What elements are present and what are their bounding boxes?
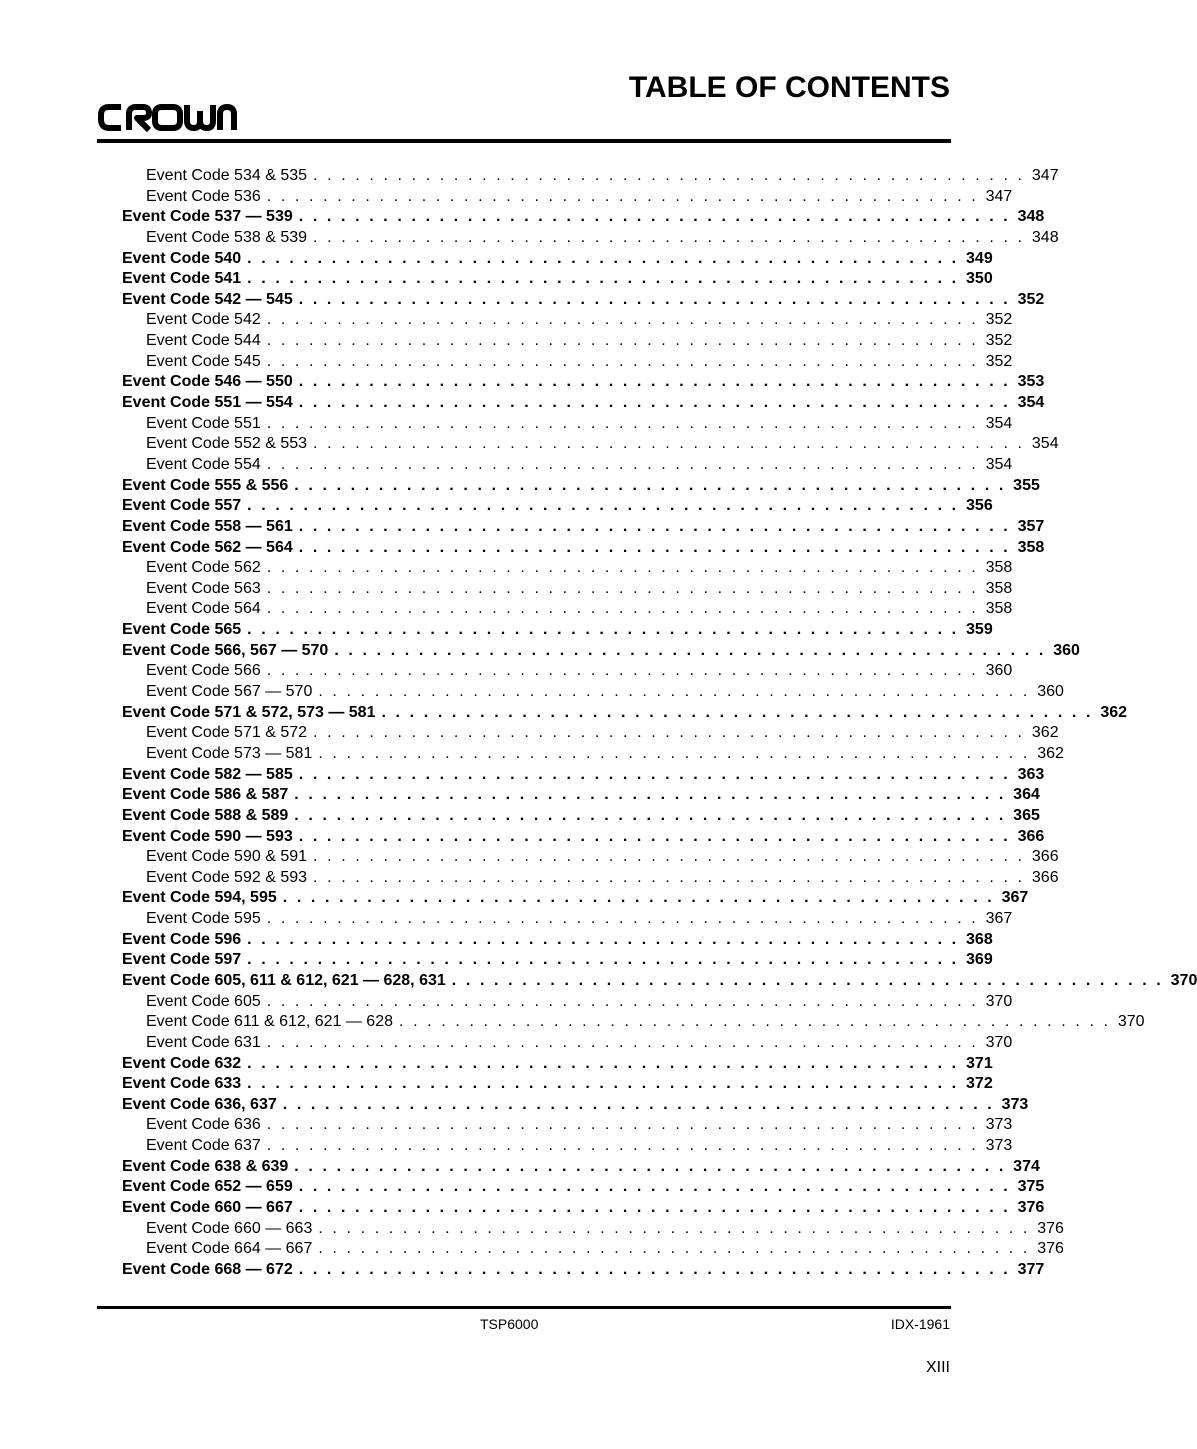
toc-entry[interactable]: [122, 290, 1045, 311]
toc-dot-leader: . . . . . . . . . . . . . . . . . . . . . . . . . . . . . . . . . . . . . . . . . . . . . . . . . . .: [247, 951, 959, 969]
toc-dot-leader: . . . . . . . . . . . . . . . . . . . . . . . . . . . . . . . . . . . . . . . . . . . . . . . . . . .: [313, 724, 1025, 742]
toc-entry-label: Event Code 660 — 667: [122, 1199, 293, 1217]
toc-entry[interactable]: [122, 1136, 1013, 1157]
toc-entry[interactable]: [122, 476, 1040, 497]
toc-entry-page: 366: [1031, 868, 1059, 886]
toc-dot-leader: . . . . . . . . . . . . . . . . . . . . . . . . . . . . . . . . . . . . . . . . . . . . . . . . . . .: [318, 1219, 1030, 1237]
toc-dot-leader: . . . . . . . . . . . . . . . . . . . . . . . . . . . . . . . . . . . . . . . . . . . . . . . . . . .: [399, 1013, 1111, 1031]
toc-entry-label: Event Code 566, 567 — 570: [122, 641, 329, 659]
toc-entry-label: Event Code 605: [146, 992, 261, 1010]
toc-entry-page: 360: [985, 662, 1013, 680]
toc-dot-leader: . . . . . . . . . . . . . . . . . . . . . . . . . . . . . . . . . . . . . . . . . . . . . . . . . . .: [313, 228, 1025, 246]
toc-entry-label: Event Code 632: [122, 1054, 242, 1072]
toc-dot-leader: . . . . . . . . . . . . . . . . . . . . . . . . . . . . . . . . . . . . . . . . . . . . . . . . . . .: [298, 827, 1011, 845]
toc-entry[interactable]: [122, 207, 1045, 228]
toc-entry-page: 360: [1037, 683, 1064, 701]
toc-entry-label: Event Code 564: [146, 600, 261, 618]
toc-entry-page: 352: [985, 311, 1013, 329]
toc-entry-label: Event Code 611 & 612, 621 — 628: [146, 1013, 393, 1031]
toc-entry-label: Event Code 596: [122, 930, 242, 948]
toc-dot-leader: . . . . . . . . . . . . . . . . . . . . . . . . . . . . . . . . . . . . . . . . . . . . . . . . . . .: [334, 641, 1046, 659]
toc-entry-label: Event Code 557: [122, 497, 242, 515]
toc-dot-leader: . . . . . . . . . . . . . . . . . . . . . . . . . . . . . . . . . . . . . . . . . . . . . . . . . . .: [266, 1116, 979, 1134]
toc-entry-page: 347: [985, 187, 1013, 205]
toc-dot-leader: . . . . . . . . . . . . . . . . . . . . . . . . . . . . . . . . . . . . . . . . . . . . . . . . . . .: [298, 208, 1011, 226]
toc-entry-page: 347: [1031, 167, 1059, 184]
toc-entry-page: 348: [1017, 208, 1045, 226]
toc-entry-label: Event Code 541: [122, 270, 242, 288]
toc-dot-leader: . . . . . . . . . . . . . . . . . . . . . . . . . . . . . . . . . . . . . . . . . . . . . . . . . . .: [266, 579, 979, 597]
toc-entry-page: 377: [1017, 1260, 1045, 1278]
toc-entry-page: 352: [1017, 290, 1045, 308]
toc-entry-label: Event Code 542 — 545: [122, 290, 293, 308]
toc-entry-label: Event Code 555 & 556: [122, 476, 289, 494]
toc-entry[interactable]: [122, 847, 1059, 868]
toc-entry-page: 357: [1017, 517, 1045, 535]
toc-entry[interactable]: [122, 538, 1045, 559]
toc-entry-page: 366: [1017, 827, 1045, 845]
toc-dot-leader: . . . . . . . . . . . . . . . . . . . . . . . . . . . . . . . . . . . . . . . . . . . . . . . . . . .: [318, 744, 1030, 762]
toc-dot-leader: . . . . . . . . . . . . . . . . . . . . . . . . . . . . . . . . . . . . . . . . . . . . . . . . . . .: [313, 435, 1025, 453]
toc-entry[interactable]: [122, 909, 1013, 930]
header-rule: [97, 139, 951, 143]
toc-entry-page: 362: [1031, 724, 1059, 742]
toc-entry[interactable]: [122, 269, 993, 290]
toc-entry[interactable]: [122, 1095, 1029, 1116]
toc-entry-label: Event Code 536: [146, 187, 261, 205]
toc-entry-label: Event Code 664 — 667: [146, 1240, 313, 1258]
toc-entry[interactable]: [122, 455, 1013, 476]
toc-entry-page: 362: [1037, 744, 1064, 762]
page-number: XIII: [925, 1359, 950, 1376]
toc-entry-label: Event Code 537 — 539: [122, 208, 293, 226]
toc-entry[interactable]: [122, 682, 1064, 703]
toc-dot-leader: . . . . . . . . . . . . . . . . . . . . . . . . . . . . . . . . . . . . . . . . . . . . . . . . . . .: [266, 600, 979, 618]
toc-entry[interactable]: [122, 744, 1064, 765]
toc-entry-label: Event Code 595: [146, 910, 261, 928]
toc-dot-leader: . . . . . . . . . . . . . . . . . . . . . . . . . . . . . . . . . . . . . . . . . . . . . . . . . . .: [266, 992, 979, 1010]
toc-entry[interactable]: [122, 1115, 1013, 1136]
toc-entry-page: 360: [1053, 641, 1080, 659]
toc-entry[interactable]: [122, 1012, 1145, 1033]
toc-entry-label: Event Code 631: [146, 1033, 261, 1051]
toc-entry-label: Event Code 652 — 659: [122, 1178, 293, 1196]
toc-entry-page: 349: [966, 249, 993, 267]
toc-entry[interactable]: [122, 1260, 1045, 1281]
toc-entry-label: Event Code 660 — 663: [146, 1219, 313, 1237]
toc-entry-page: 374: [1013, 1157, 1040, 1175]
toc-entry-page: 354: [1017, 394, 1045, 412]
toc-entry-label: Event Code 566: [146, 662, 261, 680]
toc-dot-leader: . . . . . . . . . . . . . . . . . . . . . . . . . . . . . . . . . . . . . . . . . . . . . . . . . . .: [298, 1260, 1011, 1278]
toc-entry-label: Event Code 542: [146, 311, 261, 329]
toc-dot-leader: . . . . . . . . . . . . . . . . . . . . . . . . . . . . . . . . . . . . . . . . . . . . . . . . . . .: [266, 352, 979, 370]
toc-entry[interactable]: [122, 950, 993, 971]
toc-entry-label: Event Code 544: [146, 332, 261, 350]
toc-entry-page: 355: [1013, 476, 1040, 494]
toc-entry[interactable]: [122, 827, 1045, 848]
toc-entry-label: Event Code 636, 637: [122, 1095, 277, 1113]
toc-entry[interactable]: [122, 1054, 993, 1075]
toc-entry-page: 376: [1037, 1219, 1064, 1237]
toc-entry-label: Event Code 534 & 535: [146, 167, 308, 184]
toc-entry-label: Event Code 588 & 589: [122, 806, 289, 824]
toc-entry[interactable]: [122, 393, 1045, 414]
toc-entry-label: Event Code 592 & 593: [146, 868, 308, 886]
toc-dot-leader: . . . . . . . . . . . . . . . . . . . . . . . . . . . . . . . . . . . . . . . . . . . . . . . . . . .: [294, 476, 1006, 494]
toc-entry[interactable]: [122, 1157, 1040, 1178]
toc-entry-page: 376: [1017, 1199, 1045, 1217]
toc-entry-page: 354: [985, 414, 1013, 432]
toc-entry-page: 364: [1013, 786, 1040, 804]
toc-entry-label: Event Code 582 — 585: [122, 765, 293, 783]
toc-entry-page: 369: [966, 951, 993, 969]
toc-entry-label: Event Code 567 — 570: [146, 683, 313, 701]
toc-entry[interactable]: [122, 166, 1059, 187]
toc-entry[interactable]: [122, 1239, 1064, 1260]
footer-document-name: TSP6000: [480, 1316, 539, 1332]
toc-dot-leader: . . . . . . . . . . . . . . . . . . . . . . . . . . . . . . . . . . . . . . . . . . . . . . . . . . .: [282, 889, 995, 907]
toc-entry-label: Event Code 551: [146, 414, 261, 432]
page-title: TABLE OF CONTENTS: [628, 71, 950, 104]
toc-entry-label: Event Code 563: [146, 579, 261, 597]
toc-dot-leader: . . . . . . . . . . . . . . . . . . . . . . . . . . . . . . . . . . . . . . . . . . . . . . . . . . .: [266, 187, 979, 205]
toc-dot-leader: . . . . . . . . . . . . . . . . . . . . . . . . . . . . . . . . . . . . . . . . . . . . . . . . . . .: [298, 1199, 1011, 1217]
toc-dot-leader: . . . . . . . . . . . . . . . . . . . . . . . . . . . . . . . . . . . . . . . . . . . . . . . . . . .: [266, 311, 979, 329]
toc-entry[interactable]: [122, 703, 1128, 724]
toc-dot-leader: . . . . . . . . . . . . . . . . . . . . . . . . . . . . . . . . . . . . . . . . . . . . . . . . . . .: [247, 1075, 959, 1093]
toc-entry-page: 373: [985, 1137, 1013, 1155]
toc-entry-label: Event Code 562: [146, 559, 261, 577]
crown-logo: [97, 101, 237, 133]
toc-entry[interactable]: [122, 868, 1059, 889]
toc-dot-leader: . . . . . . . . . . . . . . . . . . . . . . . . . . . . . . . . . . . . . . . . . . . . . . . . . . .: [247, 1054, 959, 1072]
toc-dot-leader: . . . . . . . . . . . . . . . . . . . . . . . . . . . . . . . . . . . . . . . . . . . . . . . . . . .: [313, 848, 1025, 866]
toc-entry-label: Event Code 586 & 587: [122, 786, 289, 804]
toc-dot-leader: . . . . . . . . . . . . . . . . . . . . . . . . . . . . . . . . . . . . . . . . . . . . . . . . . . .: [266, 455, 979, 473]
toc-entry-page: 370: [1170, 971, 1197, 989]
toc-dot-leader: . . . . . . . . . . . . . . . . . . . . . . . . . . . . . . . . . . . . . . . . . . . . . . . . . . .: [294, 1157, 1006, 1175]
footer-document-code: IDX-1961: [890, 1316, 950, 1332]
toc-dot-leader: . . . . . . . . . . . . . . . . . . . . . . . . . . . . . . . . . . . . . . . . . . . . . . . . . . .: [266, 662, 979, 680]
toc-entry-page: 354: [985, 455, 1013, 473]
toc-entry[interactable]: [122, 806, 1040, 827]
toc-entry-label: Event Code 633: [122, 1075, 242, 1093]
toc-entry[interactable]: [122, 992, 1013, 1013]
toc-dot-leader: . . . . . . . . . . . . . . . . . . . . . . . . . . . . . . . . . . . . . . . . . . . . . . . . . . .: [266, 559, 979, 577]
toc-entry[interactable]: [122, 352, 1013, 373]
toc-entry-page: 375: [1017, 1178, 1045, 1196]
toc-entry-page: 366: [1031, 848, 1059, 866]
toc-dot-leader: . . . . . . . . . . . . . . . . . . . . . . . . . . . . . . . . . . . . . . . . . . . . . . . . . . .: [298, 538, 1011, 556]
toc-entry[interactable]: [122, 1033, 1013, 1054]
toc-entry[interactable]: [122, 434, 1059, 455]
toc-entry[interactable]: [122, 249, 993, 270]
toc-entry-page: 359: [966, 621, 993, 639]
toc-entry[interactable]: [122, 971, 1197, 992]
toc-entry-label: Event Code 571 & 572: [146, 724, 308, 742]
toc-entry-page: 376: [1037, 1240, 1064, 1258]
toc-dot-leader: . . . . . . . . . . . . . . . . . . . . . . . . . . . . . . . . . . . . . . . . . . . . . . . . . . .: [266, 1033, 979, 1051]
toc-entry[interactable]: [122, 558, 1013, 579]
toc-entry-label: Event Code 551 — 554: [122, 394, 293, 412]
toc-entry[interactable]: [122, 1198, 1045, 1219]
toc-entry[interactable]: [122, 496, 993, 517]
toc-entry[interactable]: [122, 187, 1013, 208]
toc-dot-leader: . . . . . . . . . . . . . . . . . . . . . . . . . . . . . . . . . . . . . . . . . . . . . . . . . . .: [298, 1178, 1011, 1196]
toc-entry-page: 373: [985, 1116, 1013, 1134]
toc-entry-page: 352: [985, 352, 1013, 370]
toc-entry-page: 362: [1100, 703, 1128, 721]
toc-entry-page: 370: [985, 992, 1013, 1010]
footer-rule: [97, 1306, 951, 1309]
toc-dot-leader: . . . . . . . . . . . . . . . . . . . . . . . . . . . . . . . . . . . . . . . . . . . . . . . . . . .: [298, 373, 1011, 391]
toc-entry-page: 367: [1001, 889, 1029, 907]
toc-entry-label: Event Code 571 & 572, 573 — 581: [122, 703, 376, 721]
toc-dot-leader: . . . . . . . . . . . . . . . . . . . . . . . . . . . . . . . . . . . . . . . . . . . . . . . . . . .: [247, 930, 959, 948]
toc-entry[interactable]: [122, 331, 1013, 352]
toc-entry-page: 367: [985, 910, 1013, 928]
toc-entry-page: 358: [985, 579, 1013, 597]
toc-entry-label: Event Code 540: [122, 249, 242, 267]
toc-entry[interactable]: [122, 641, 1080, 662]
toc-dot-leader: . . . . . . . . . . . . . . . . . . . . . . . . . . . . . . . . . . . . . . . . . . . . . . . . . . .: [318, 683, 1030, 701]
toc-entry-label: Event Code 636: [146, 1116, 261, 1134]
toc-entry[interactable]: [122, 785, 1040, 806]
toc-entry-page: 365: [1013, 806, 1040, 824]
toc-entry-label: Event Code 594, 595: [122, 889, 277, 907]
toc-entry-label: Event Code 590 — 593: [122, 827, 293, 845]
toc-entry[interactable]: [122, 661, 1013, 682]
toc-entry[interactable]: [122, 517, 1045, 538]
toc-dot-leader: . . . . . . . . . . . . . . . . . . . . . . . . . . . . . . . . . . . . . . . . . . . . . . . . . . .: [266, 332, 979, 350]
toc-entry-page: 363: [1017, 765, 1045, 783]
toc-dot-leader: . . . . . . . . . . . . . . . . . . . . . . . . . . . . . . . . . . . . . . . . . . . . . . . . . . .: [247, 270, 959, 288]
toc-entry-page: 368: [966, 930, 993, 948]
toc-entry[interactable]: [122, 1177, 1045, 1198]
toc-dot-leader: . . . . . . . . . . . . . . . . . . . . . . . . . . . . . . . . . . . . . . . . . . . . . . . . . . .: [294, 806, 1006, 824]
toc-entry-page: 356: [966, 497, 993, 515]
toc-dot-leader: . . . . . . . . . . . . . . . . . . . . . . . . . . . . . . . . . . . . . . . . . . . . . . . . . . .: [451, 971, 1164, 989]
toc-dot-leader: . . . . . . . . . . . . . . . . . . . . . . . . . . . . . . . . . . . . . . . . . . . . . . . . . . .: [282, 1095, 995, 1113]
toc-entry[interactable]: [122, 1219, 1064, 1240]
toc-dot-leader: . . . . . . . . . . . . . . . . . . . . . . . . . . . . . . . . . . . . . . . . . . . . . . . . . . .: [298, 290, 1011, 308]
toc-entry-page: 370: [985, 1033, 1013, 1051]
toc-entry[interactable]: [122, 1074, 993, 1095]
toc-entry-label: Event Code 590 & 591: [146, 848, 308, 866]
toc-dot-leader: . . . . . . . . . . . . . . . . . . . . . . . . . . . . . . . . . . . . . . . . . . . . . . . . . . .: [247, 249, 959, 267]
toc-entry-label: Event Code 597: [122, 951, 242, 969]
toc-entry[interactable]: [122, 620, 993, 641]
toc-entry[interactable]: [122, 414, 1013, 435]
toc-entry-page: 370: [1117, 1013, 1145, 1031]
toc-entry-label: Event Code 637: [146, 1137, 261, 1155]
toc-entry-label: Event Code 554: [146, 455, 261, 473]
toc-entry-label: Event Code 562 — 564: [122, 538, 293, 556]
toc-dot-leader: . . . . . . . . . . . . . . . . . . . . . . . . . . . . . . . . . . . . . . . . . . . . . . . . . . .: [247, 497, 959, 515]
toc-entry[interactable]: [122, 372, 1045, 393]
toc-entry[interactable]: [122, 930, 993, 951]
toc-entry-label: Event Code 546 — 550: [122, 373, 293, 391]
toc-entry-page: 358: [985, 600, 1013, 618]
toc-entry-page: 350: [966, 270, 993, 288]
toc-dot-leader: . . . . . . . . . . . . . . . . . . . . . . . . . . . . . . . . . . . . . . . . . . . . . . . . . . .: [294, 786, 1006, 804]
toc-entry-label: Event Code 668 — 672: [122, 1260, 293, 1278]
toc-entry[interactable]: [122, 765, 1045, 786]
toc-entry[interactable]: [122, 228, 1059, 249]
toc-dot-leader: . . . . . . . . . . . . . . . . . . . . . . . . . . . . . . . . . . . . . . . . . . . . . . . . . . .: [266, 1137, 979, 1155]
toc-dot-leader: . . . . . . . . . . . . . . . . . . . . . . . . . . . . . . . . . . . . . . . . . . . . . . . . . . .: [313, 868, 1025, 886]
toc-entry[interactable]: [122, 599, 1013, 620]
toc-entry-page: 358: [1017, 538, 1045, 556]
toc-dot-leader: . . . . . . . . . . . . . . . . . . . . . . . . . . . . . . . . . . . . . . . . . . . . . . . . . . .: [298, 517, 1011, 535]
toc-entry-page: 348: [1031, 228, 1059, 246]
toc-dot-leader: . . . . . . . . . . . . . . . . . . . . . . . . . . . . . . . . . . . . . . . . . . . . . . . . . . .: [266, 414, 979, 432]
toc-entry-label: Event Code 545: [146, 352, 261, 370]
toc-dot-leader: . . . . . . . . . . . . . . . . . . . . . . . . . . . . . . . . . . . . . . . . . . . . . . . . . . .: [381, 703, 1094, 721]
toc-dot-leader: . . . . . . . . . . . . . . . . . . . . . . . . . . . . . . . . . . . . . . . . . . . . . . . . . . .: [298, 394, 1011, 412]
toc-dot-leader: . . . . . . . . . . . . . . . . . . . . . . . . . . . . . . . . . . . . . . . . . . . . . . . . . . .: [298, 765, 1011, 783]
toc-dot-leader: . . . . . . . . . . . . . . . . . . . . . . . . . . . . . . . . . . . . . . . . . . . . . . . . . . .: [266, 910, 979, 928]
table-of-contents: [122, 166, 1197, 1281]
toc-entry-page: 373: [1001, 1095, 1029, 1113]
toc-entry-page: 354: [1031, 435, 1059, 453]
toc-entry-page: 352: [985, 332, 1013, 350]
toc-entry-label: Event Code 638 & 639: [122, 1157, 289, 1175]
toc-entry-page: 353: [1017, 373, 1045, 391]
toc-entry[interactable]: [122, 579, 1013, 600]
toc-entry-page: 372: [966, 1075, 993, 1093]
toc-entry-label: Event Code 605, 611 & 612, 621 — 628, 631: [122, 971, 446, 989]
toc-entry-label: Event Code 558 — 561: [122, 517, 293, 535]
toc-entry[interactable]: [122, 723, 1059, 744]
toc-entry-label: Event Code 565: [122, 621, 242, 639]
toc-dot-leader: . . . . . . . . . . . . . . . . . . . . . . . . . . . . . . . . . . . . . . . . . . . . . . . . . . .: [247, 621, 959, 639]
toc-entry-page: 358: [985, 559, 1013, 577]
toc-entry-page: 371: [966, 1054, 993, 1072]
toc-entry-label: Event Code 538 & 539: [146, 228, 308, 246]
toc-entry[interactable]: [122, 310, 1013, 331]
toc-entry-label: Event Code 573 — 581: [146, 744, 313, 762]
toc-dot-leader: . . . . . . . . . . . . . . . . . . . . . . . . . . . . . . . . . . . . . . . . . . . . . . . . . . .: [313, 167, 1025, 184]
toc-dot-leader: . . . . . . . . . . . . . . . . . . . . . . . . . . . . . . . . . . . . . . . . . . . . . . . . . . .: [318, 1240, 1030, 1258]
toc-entry-label: Event Code 552 & 553: [146, 435, 308, 453]
toc-entry[interactable]: [122, 888, 1029, 909]
